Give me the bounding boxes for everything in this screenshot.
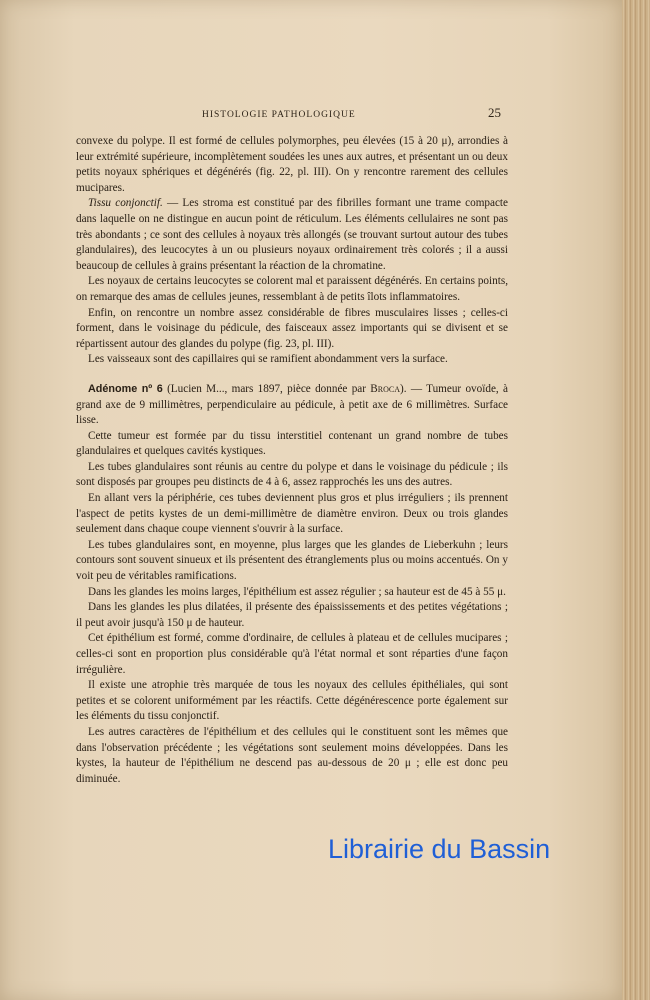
paragraph: Il existe une atrophie très marquée de tous les noyaux des cellules épithéliales, qui sont petites et se colorent uniformément par les réactifs. Cette dégénérescence porte également sur les éléments du tissu conjonctif. (76, 679, 508, 723)
paragraph: Les noyaux de certains leucocytes se colorent mal et paraissent dégénérés. En certains points, on remarque des amas de cellules jeunes, ressemblant à de petits îlots inflammatoires. (76, 275, 508, 303)
paragraph (76, 196, 508, 274)
paragraph: Cette tumeur est formée par du tissu interstitiel contenant un grand nombre de tubes glandulaires et quelques cavités kystiques. (76, 429, 508, 458)
paragraph-text: — Les stroma est constitué par des fibrilles formant une trame compacte dans laquelle on ne distingue en aucun point de réticulum. Les éléments cellulaires ne sont pas très abondants ; ce sont des cellules à noyaux très allongés (se trouvant surtout autour des tubes glandulaires), des leucocytes à un ou plusieurs noyaux ordinairement très colorés ; il a aussi beaucoup de cellules à grains présentant la réaction de la chromatine. (76, 197, 508, 272)
section-label-adenome-6: Adénome nº 6 (88, 382, 163, 395)
paragraph: convexe du polype. Il est formé de cellules polymorphes, peu élevées (15 à 20 μ), arrondies à leur extrémité supérieure, incomplètement soudées les unes aux autres, et présentant un ou deux petits noyaux sphériques et dégénérés (fig. 22, pl. III). On y rencontre rarement des cellules mucipares. (76, 135, 508, 194)
paragraph-text: ). — Tumeur ovoïde, à grand axe de 9 millimètres, perpendiculaire au pédicule, à petit axe de 6 millimètres. Surface lisse. (76, 382, 508, 427)
paragraph: Les vaisseaux sont des capillaires qui se ramifient abondamment vers la surface. (88, 353, 448, 366)
paragraph-text: (Lucien M..., mars 1897, pièce donnée par (162, 382, 371, 395)
paragraph: Les autres caractères de l'épithélium et des cellules qui le constituent sont les mêmes que dans l'observation précédente ; les végétations sont seulement moins développées. Dans les kystes, la hauteur de l'épithélium ne descend pas au-dessous de 20 μ ; elle est donc peu diminuée. (76, 725, 508, 785)
paragraph: Dans les glandes les moins larges, l'épithélium est assez régulier ; sa hauteur est de 45 à 55 μ. (88, 585, 506, 598)
running-head: HISTOLOGIE PATHOLOGIQUE (202, 110, 356, 120)
paragraph: Les tubes glandulaires sont, en moyenne, plus larges que les glandes de Lieberkuhn ; leurs contours sont souvent sinueux et ils présentent des étranglements plus ou moins accentués. On y voit peu de véritables ramifications. (76, 538, 508, 583)
watermark: Librairie du Bassin (328, 834, 551, 864)
paragraph: Les tubes glandulaires sont réunis au centre du polype et dans le voisinage du pédicule ; ils sont disposés par groupes peu distincts de 4 à 6, assez rapprochés les uns des autres. (76, 460, 508, 489)
paragraph: Dans les glandes les plus dilatées, il présente des épaississements et des petites végétations ; il peut avoir jusqu'à 150 μ de hauteur. (76, 601, 508, 629)
paragraph: Enfin, on rencontre un nombre assez considérable de fibres musculaires lisses ; celles-ci forment, dans le voisinage du pédicule, des faisceaux assez importants qui se divisent et se répartissent autour des glandes du polype (fig. 23, pl. III). (76, 306, 508, 350)
paragraph: En allant vers la périphérie, ces tubes deviennent plus gros et plus irréguliers ; ils prennent l'aspect de petits kystes de un demi-millimètre de diamètre environ. Deux ou trois glandes seulement dans chaque coupe viennent s'ouvrir à la surface. (76, 492, 508, 536)
paragraph: Cet épithélium est formé, comme d'ordinaire, de cellules à plateau et de cellules mucipares ; celles-ci sont en proportion plus considérable qu'à l'état normal et sont réparties d'une façon irrégulière. (76, 632, 508, 676)
page-number: 25 (488, 105, 501, 120)
person-name: Broca (370, 382, 400, 395)
section-label-tissu-conjonctif: Tissu conjonctif. (88, 197, 163, 210)
paragraph (76, 382, 508, 429)
page-edges (622, 0, 650, 1000)
body-text (76, 134, 508, 787)
